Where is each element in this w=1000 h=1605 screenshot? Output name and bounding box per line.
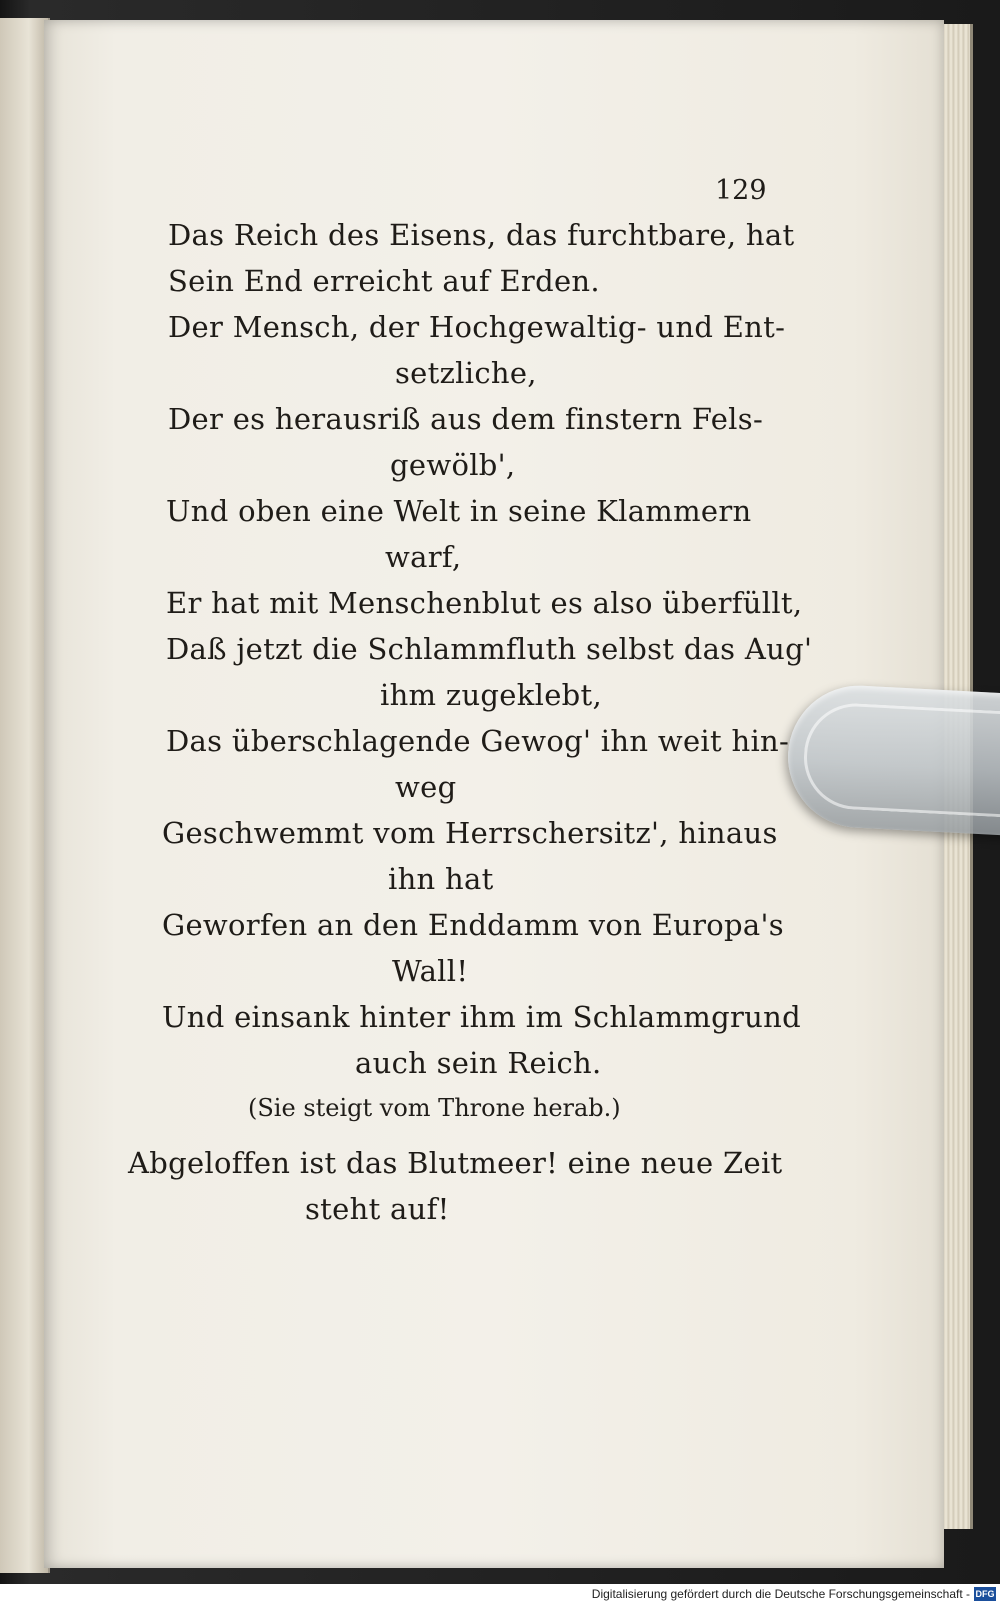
verse-line: Das überschlagende Gewog' ihn weit hin- — [166, 724, 790, 758]
verse-line: Er hat mit Menschenblut es also überfüllt, — [166, 586, 803, 620]
verse-line: Das Reich des Eisens, das furchtbare, hat — [168, 218, 795, 252]
dfg-logo: DFG — [975, 1589, 995, 1599]
verse-line: Geworfen an den Enddamm von Europa's — [162, 908, 784, 942]
verse-line: Der es herausriß aus dem finstern Fels- — [168, 402, 764, 436]
verse-line: Und oben eine Welt in seine Klammern — [166, 494, 752, 528]
closing-line: Abgeloffen ist das Blutmeer! eine neue Zeit — [128, 1146, 783, 1180]
verse-line: ihm zugeklebt, — [380, 678, 602, 712]
funding-credit: Digitalisierung gefördert durch die Deutsche Forschungsgemeinschaft - — [591, 1587, 970, 1601]
verse-line: Sein End erreicht auf Erden. — [168, 264, 600, 298]
verse-line: gewölb', — [390, 448, 516, 482]
verse-line: weg — [395, 770, 457, 804]
verse-line: ihn hat — [388, 862, 494, 896]
verse-line: warf, — [385, 540, 462, 574]
stage-direction: (Sie steigt vom Throne herab.) — [248, 1094, 621, 1122]
closing-line: steht auf! — [305, 1192, 450, 1226]
facing-page-edge — [0, 18, 50, 1573]
page-number: 129 — [715, 175, 767, 206]
page-clip — [784, 682, 1000, 836]
digitization-footer — [0, 1584, 1000, 1605]
verse-line: Daß jetzt die Schlammfluth selbst das Aug' — [166, 632, 813, 666]
verse-line: Und einsank hinter ihm im Schlammgrund — [162, 1000, 801, 1034]
verse-line: Geschwemmt vom Herrschersitz', hinaus — [162, 816, 778, 850]
verse-line: setzliche, — [395, 356, 537, 390]
verse-line: auch sein Reich. — [355, 1046, 602, 1080]
verse-line: Der Mensch, der Hochgewaltig- und Ent- — [168, 310, 786, 344]
verse-line: Wall! — [392, 954, 469, 988]
